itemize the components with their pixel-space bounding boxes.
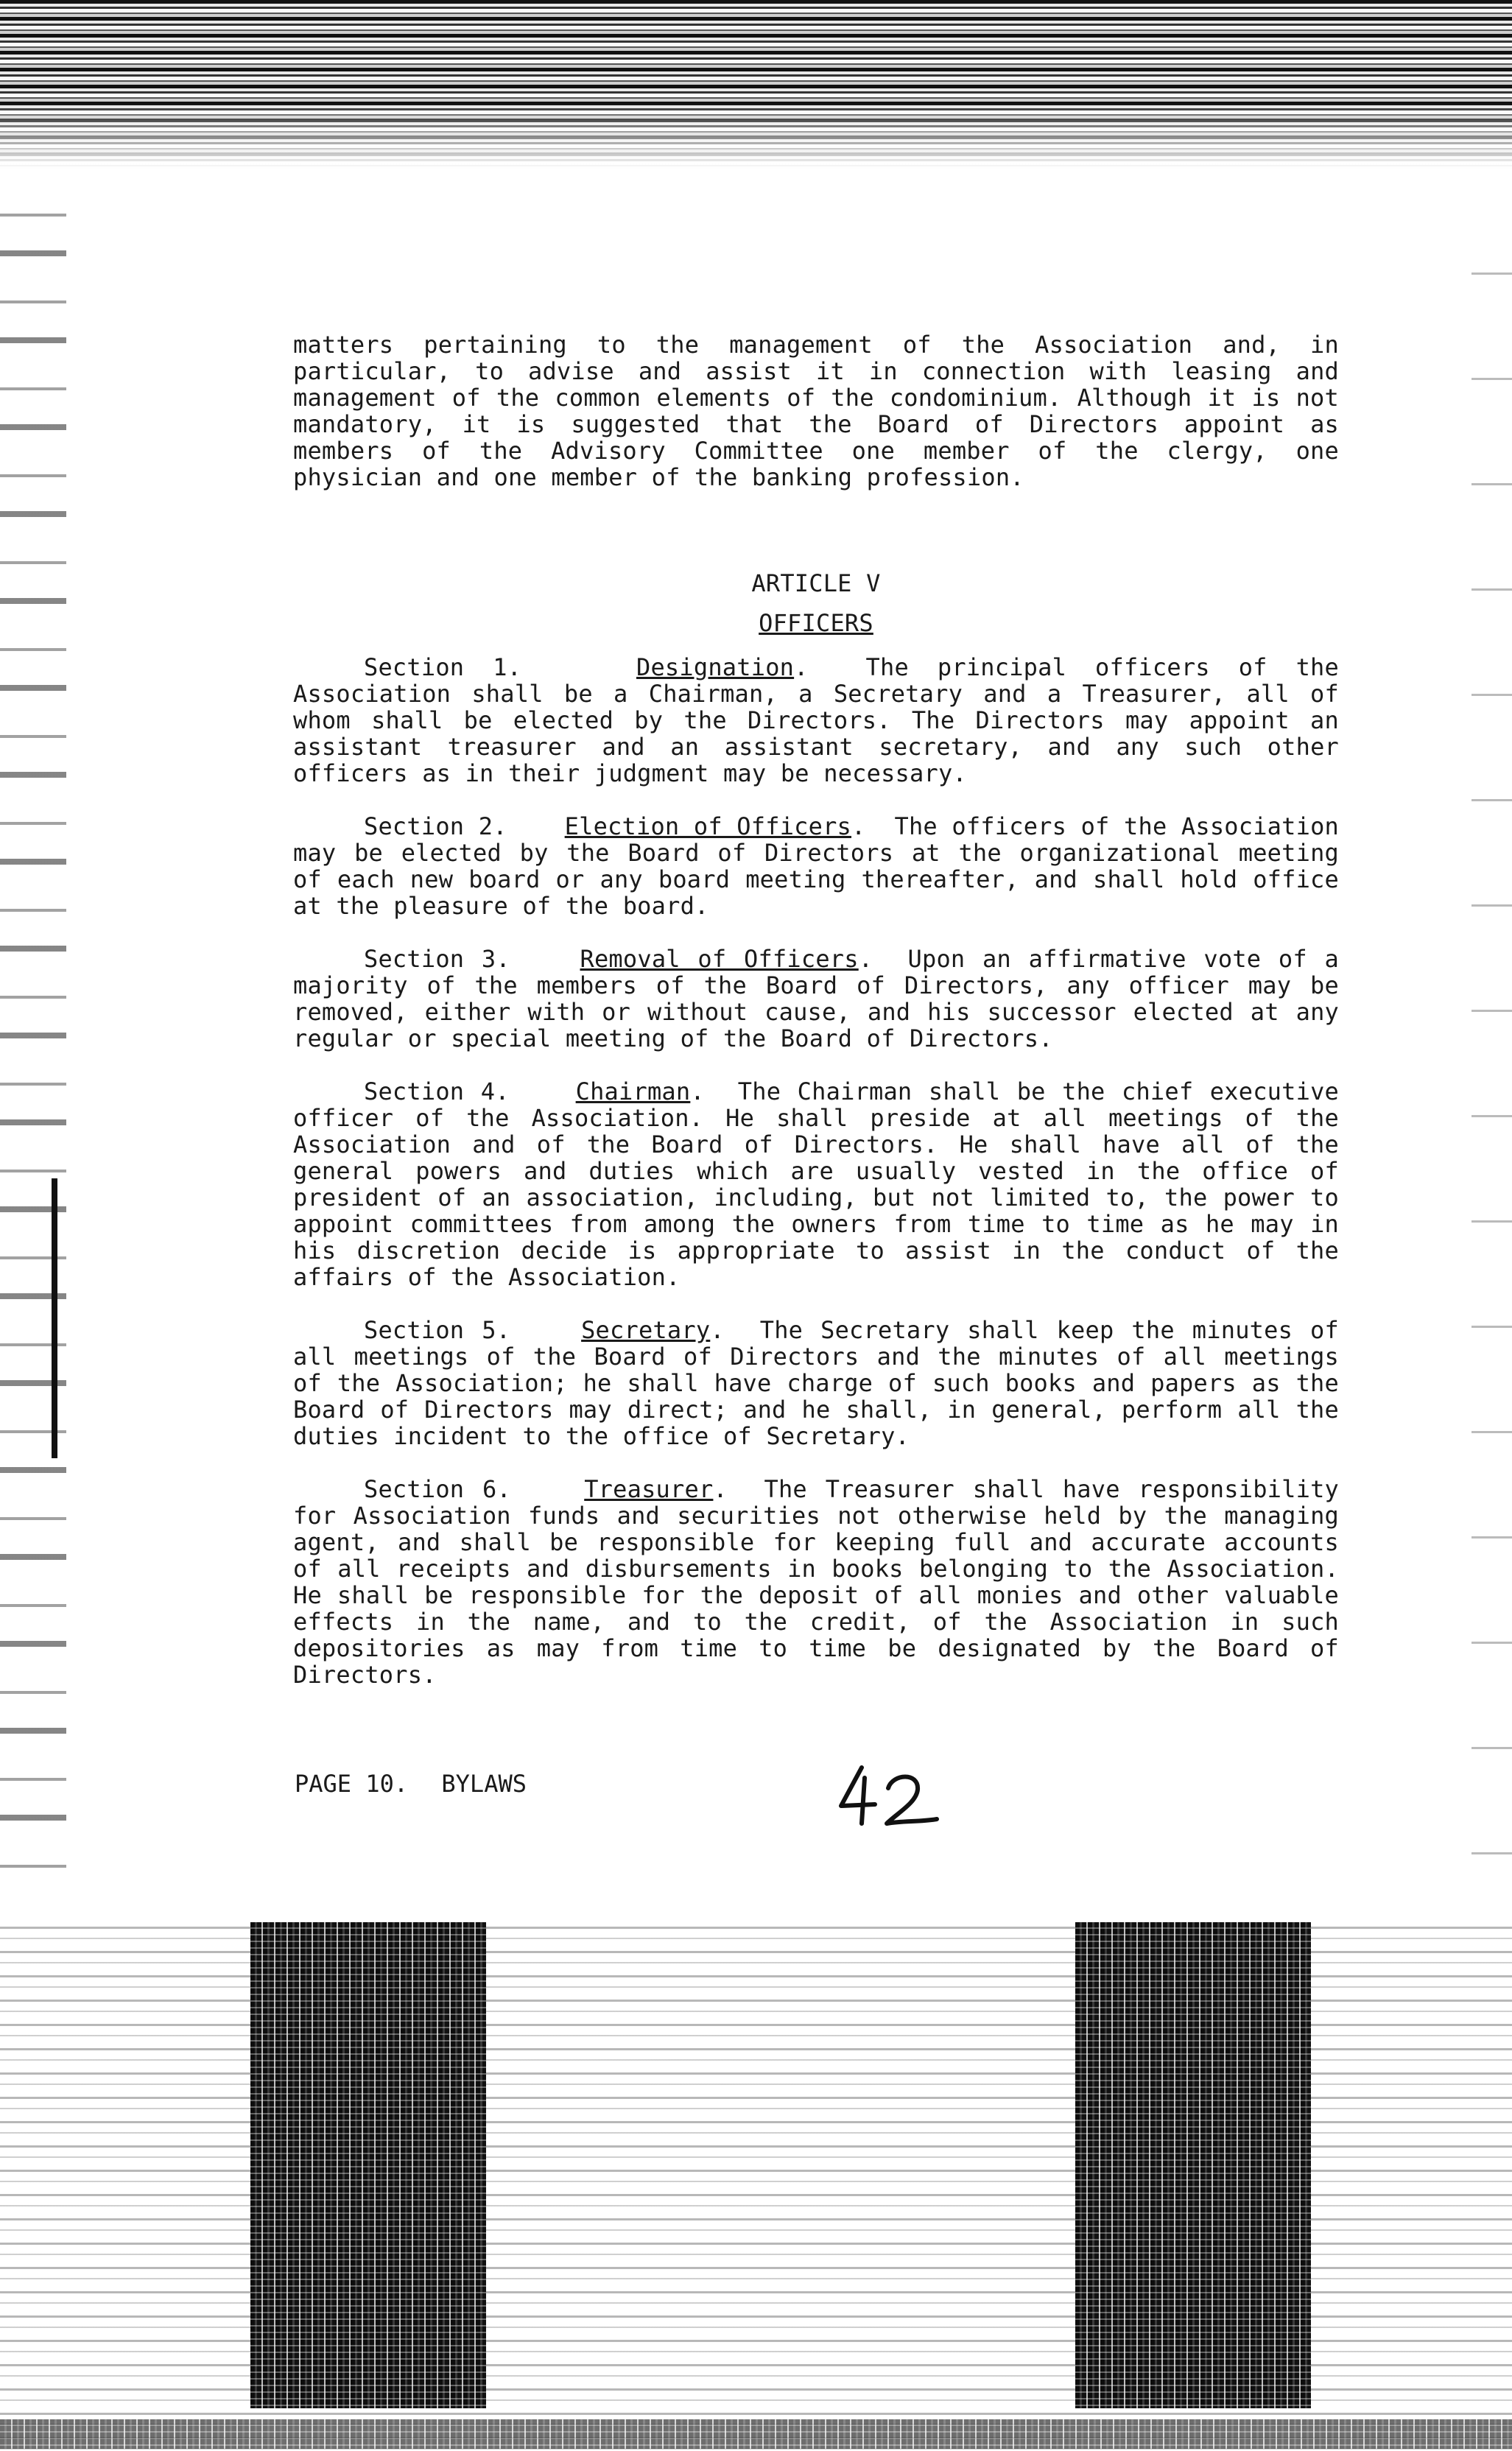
section-1-label: Section 1.	[364, 653, 522, 681]
section-4-title: Chairman	[575, 1077, 691, 1105]
section-2: Section 2. Election of Officers. The officers of the Association may be elected by the Board of Directors at the organizational meeting of each new board or any board meeting thereafter, and shall hold office at the pleasure of the board.	[293, 812, 1340, 920]
section-4-text: The Chairman shall be the chief executive officer of the Association. He shall preside at all meetings of the Association and of the Board of Directors. He shall have all of the general powers and duties which are usually vested in the office of president of an association, including, but not limited to, the power to appoint committees from among the owners from time to time as he may in his discretion decide is appropriate to assist in the conduct of the affairs of the Association.	[293, 1077, 1339, 1291]
footer-doc-label: BYLAWS	[441, 1770, 527, 1798]
section-6-label: Section 6.	[364, 1475, 511, 1503]
scan-artifact-noise-right	[1075, 1922, 1311, 2408]
section-6-title: Treasurer	[584, 1475, 714, 1503]
scan-artifact-right-margin	[1471, 169, 1512, 1900]
section-2-title: Election of Officers	[564, 812, 852, 840]
article-label: ARTICLE V	[751, 569, 881, 597]
scan-artifact-noise-left	[250, 1922, 486, 2408]
intro-paragraph: matters pertaining to the management of the Association and, in particular, to advise and assist it in connection with leasing and management of the common elements of the condominium. Although it is not mandatory, it is suggested that the Board of Directors appoint as members of the Advisory Committee one member of the clergy, one physician and one member of the banking profession.	[293, 331, 1339, 491]
document-page	[293, 331, 1339, 1688]
page-footer	[295, 1770, 546, 1798]
section-5-label: Section 5.	[364, 1316, 511, 1344]
section-1-text: The principal officers of the Association shall be a Chairman, a Secretary and a Treasurer, all of whom shall be elected by the Directors. The Directors may appoint an assistant treasurer and an assistant secretary, and any such other officers as in their judgment may be necessary.	[293, 653, 1339, 787]
handwritten-page-number	[832, 1760, 943, 1841]
section-1-title: Designation	[636, 653, 795, 681]
scan-artifact-left-bar	[52, 1178, 57, 1458]
section-3-text: Upon an affirmative vote of a majority of the members of the Board of Directors, any officer may be removed, either with or without cause, and his successor elected at any regular or special meeting of the Board of Directors.	[293, 945, 1339, 1052]
section-4: Section 4. Chairman. The Chairman shall be the chief executive officer of the Association. He shall preside at all meetings of the Association and of the Board of Directors. He shall have all of the general powers and duties which are usually vested in the office of president of an association, including, but not limited to, the power to appoint committees from among the owners from time to time as he may in his discretion decide is appropriate to assist in the conduct of the affairs of the Association.	[293, 1077, 1339, 1291]
footer-page-label: PAGE 10.	[295, 1770, 409, 1798]
section-6-text: The Treasurer shall have responsibility for Association funds and securities not otherwise held by the managing agent, and shall be responsible for keeping full and accurate accounts of all receipts and disbursements in books belonging to the Association. He shall be responsible for the deposit of all monies and other valuable effects in the name, and to the credit, of the Association in such depositories as may from time to time be designated by the Board of Directors.	[293, 1475, 1340, 1689]
section-4-label: Section 4.	[364, 1077, 510, 1105]
section-2-label: Section 2.	[364, 812, 507, 840]
article-title-text: OFFICERS	[759, 609, 873, 637]
article-title	[293, 610, 1339, 636]
section-5-title: Secretary	[581, 1316, 711, 1344]
scan-artifact-bottom-edge	[0, 2419, 1512, 2449]
section-1: Section 1. Designation. The principal officers of the Association shall be a Chairman, a Secretary and a Treasurer, all of whom shall be elected by the Directors. The Directors may appoint an assistant treasurer and an assistant secretary, and any such other officers as in their judgment may be necessary.	[293, 653, 1339, 787]
scan-artifact-left-margin	[0, 169, 66, 1900]
section-5: Section 5. Secretary. The Secretary shall keep the minutes of all meetings of the Board of Directors and the minutes of all meetings of the Association; he shall have charge of such books and papers as the Board of Directors may direct; and he shall, in general, perform all the duties incident to the office of Secretary.	[293, 1316, 1339, 1450]
section-3-title: Removal of Officers	[580, 945, 859, 973]
section-3-label: Section 3.	[364, 945, 510, 973]
section-5-text: The Secretary shall keep the minutes of all meetings of the Board of Directors and the minutes of all meetings of the Association; he shall have charge of such books and papers as the Board of Directors may direct; and he shall, in general, perform all the duties incident to the office of Secretary.	[293, 1316, 1339, 1450]
section-3: Section 3. Removal of Officers. Upon an affirmative vote of a majority of the members of the Board of Directors, any officer may be removed, either with or without cause, and his successor elected at any regular or special meeting of the Board of Directors.	[293, 945, 1339, 1052]
section-6: Section 6. Treasurer. The Treasurer shall have responsibility for Association funds and securities not otherwise held by the managing agent, and shall be responsible for keeping full and accurate accounts of all receipts and disbursements in books belonging to the Association. He shall be responsible for the deposit of all monies and other valuable effects in the name, and to the credit, of the Association in such depositories as may from time to time be designated by the Board of Directors.	[293, 1475, 1340, 1689]
scan-artifact-top	[0, 0, 1512, 169]
section-2-text: The officers of the Association may be elected by the Board of Directors at the organizational meeting of each new board or any board meeting thereafter, and shall hold office at the pleasure of the board.	[293, 812, 1340, 920]
